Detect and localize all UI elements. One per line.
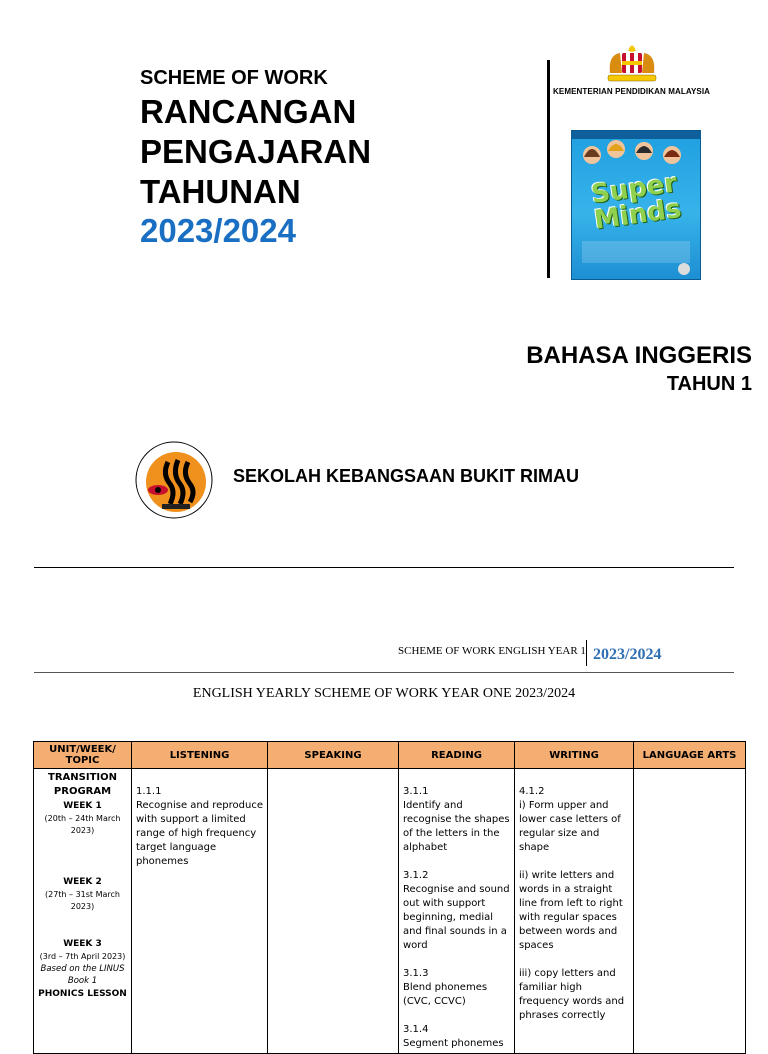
textbook-cover-image [571,130,701,280]
header-unit-week-topic: UNIT/WEEK/ TOPIC [34,742,132,769]
reading-cell [399,769,515,1054]
header-speaking: SPEAKING [268,742,399,769]
title-line-1: RANCANGAN [140,93,357,130]
header-listening: LISTENING [132,742,268,769]
header-writing: WRITING [515,742,634,769]
book-title: Super Minds [589,168,684,236]
page-header-label: SCHEME OF WORK ENGLISH YEAR 1 [398,645,586,657]
scheme-of-work-table [33,741,746,1054]
scheme-label: SCHEME OF WORK [140,67,328,89]
subject-level: TAHUN 1 [666,373,752,395]
table-header-row [34,742,746,769]
week-2-dates: (27th – 31st March 2023) [44,890,120,911]
document-title: ENGLISH YEARLY SCHEME OF WORK YEAR ONE 2023/2024 [192,686,576,701]
coat-of-arms-logo [600,43,664,85]
week-3-note: Based on the LINUS Book 1 [40,964,125,986]
week-cell [34,769,132,1054]
week-3-dates: (3rd – 7th April 2023) [39,952,126,961]
reading-standard-code: 3.1.1 [403,786,429,797]
title-year: 2023/2024 [140,212,296,249]
phonics-lesson-label: PHONICS LESSON [38,989,127,999]
page-header-year: 2023/2024 [593,646,662,663]
page-header-divider [586,640,587,666]
program-title: TRANSITION PROGRAM [48,772,117,797]
week-1-dates: (20th – 24th March 2023) [44,814,121,835]
school-name: SEKOLAH KEBANGSAAN BUKIT RIMAU [233,466,579,486]
writing-standard-text: i) Form upper and lower case letters of regular size and shape [519,800,621,853]
header-reading: READING [399,742,515,769]
writing-standard-text: iii) copy letters and familiar high frequency words and phrases correctly [519,968,625,1021]
page-header-rule [34,672,734,673]
writing-standard-text: ii) write letters and words in a straight line from left to right with regular spaces between words and spaces [519,870,623,951]
reading-standard-code: 3.1.2 [403,870,429,881]
reading-standard-code: 3.1.4 [403,1024,429,1035]
reading-standard-text: Identify and recognise the shapes of the letters in the alphabet [403,800,510,853]
page-divider [34,567,734,568]
week-2-label: WEEK 2 [63,877,102,887]
school-logo [134,440,214,520]
ministry-name: KEMENTERIAN PENDIDIKAN MALAYSIA [553,87,711,96]
title-line-3: TAHUNAN [140,173,301,210]
header-divider [547,60,550,278]
listening-cell [132,769,268,1054]
subject-name: BAHASA INGGERIS [526,342,752,369]
week-1-label: WEEK 1 [63,801,102,811]
reading-standard-text: Segment phonemes [403,1038,504,1049]
reading-standard-code: 3.1.3 [403,968,429,979]
header-language-arts: LANGUAGE ARTS [634,742,746,769]
reading-standard-text: Blend phonemes (CVC, CCVC) [403,982,488,1007]
speaking-cell [268,769,399,1054]
listening-standard-text: Recognise and reproduce with support a limited range of high frequency target language phonemes [136,800,264,867]
reading-standard-text: Recognise and sound out with support beginning, medial and final sounds in a word [403,884,510,951]
writing-cell [515,769,634,1054]
table-row [34,769,746,1054]
week-3-label: WEEK 3 [63,939,102,949]
title-line-2: PENGAJARAN [140,133,372,170]
language-arts-cell [634,769,746,1054]
listening-standard-code: 1.1.1 [136,786,162,797]
writing-standard-code: 4.1.2 [519,786,545,797]
